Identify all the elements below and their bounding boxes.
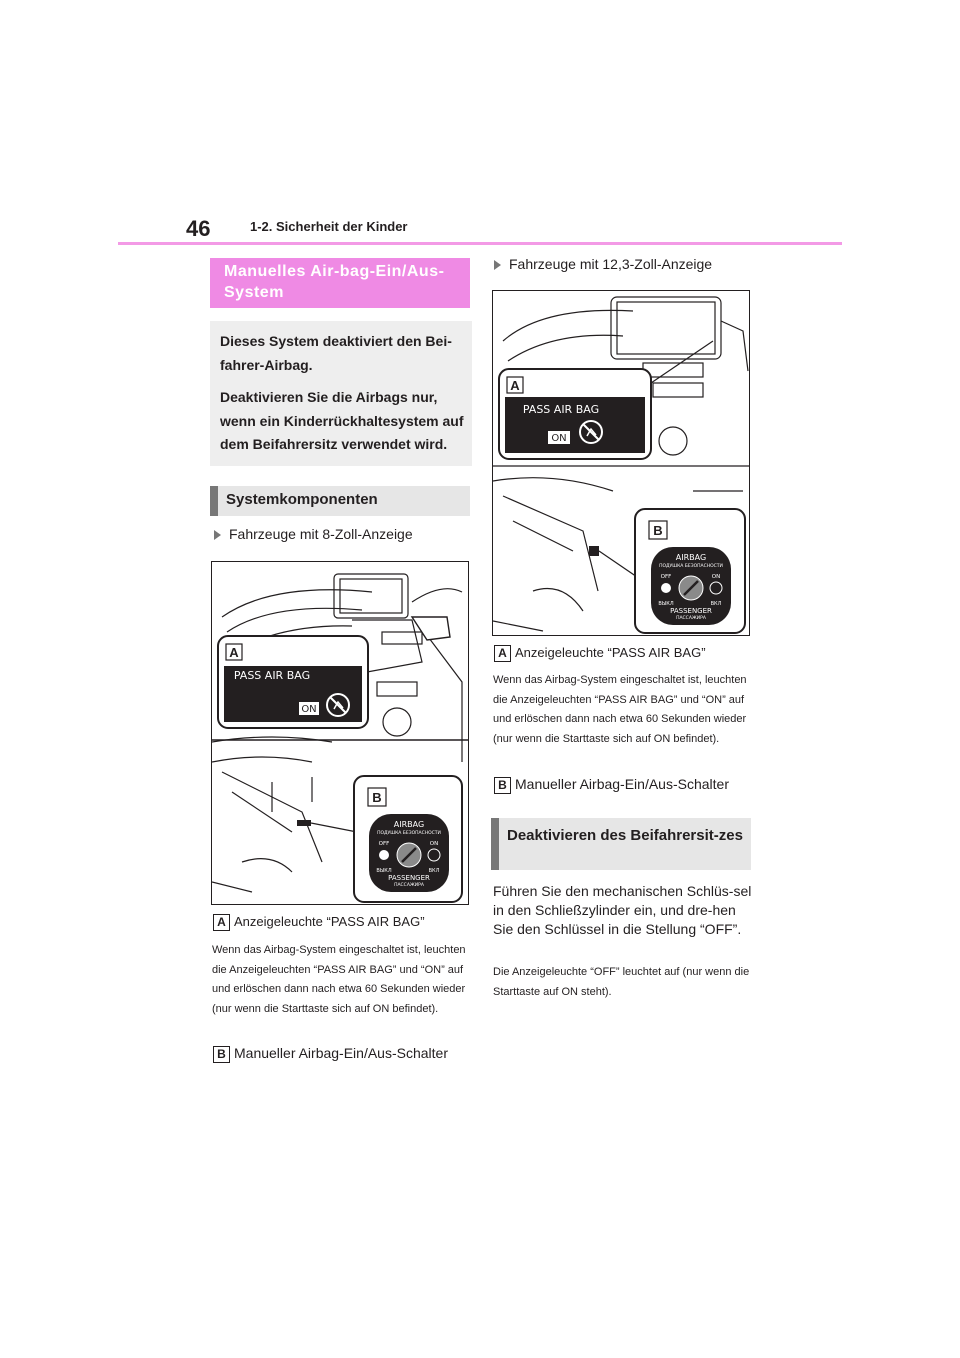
caption-b-left <box>213 1045 448 1063</box>
switch-airbag-label: AIRBAG <box>393 820 425 829</box>
dashboard-illustration <box>212 562 469 905</box>
heading-deactivate-passenger-text: Deaktivieren des Beifahrersit-zes <box>507 827 743 844</box>
switch-on-ru-label: ВКЛ <box>428 868 440 874</box>
triangle-bullet-icon <box>214 530 221 540</box>
switch-off-label: OFF <box>660 574 672 580</box>
switch-passenger-ru-label: ПАССАЖИРА <box>394 883 424 888</box>
caption-a-left-text: Anzeigeleuchte “PASS AIR BAG” <box>234 914 425 929</box>
caption-a-left <box>213 914 425 931</box>
switch-passenger-label: PASSENGER <box>388 874 430 882</box>
caption-a-right-text: Anzeigeleuchte “PASS AIR BAG” <box>515 645 706 660</box>
heading-system-components <box>210 486 470 516</box>
pass-air-bag-label: PASS AIR BAG <box>522 403 600 416</box>
child-seat-icon <box>379 850 389 860</box>
intro-box <box>210 321 472 466</box>
figure-8-inch-display <box>211 561 469 905</box>
caption-a-right <box>494 645 706 662</box>
label-b-icon: B <box>213 1046 230 1063</box>
bullet-8-inch <box>214 526 413 542</box>
dashboard-illustration <box>493 291 750 636</box>
bullet-8-inch-text: Fahrzeuge mit 8-Zoll-Anzeige <box>229 526 413 542</box>
on-indicator-text: ON <box>301 704 317 715</box>
note-a-right: Wenn das Airbag-System eingeschaltet ist, leuchten die Anzeigeleuchten “PASS AIR BAG” und “ON” auf und erlöschen dann nach etwa 60 Sekunden wieder (nur wenn die Starttaste sich auf ON befindet). <box>493 674 747 745</box>
note-deactivate: Die Anzeigeleuchte “OFF” leuchtet auf (nur wenn die Starttaste auf ON steht). <box>493 966 750 998</box>
bullet-12-inch <box>494 256 712 272</box>
label-a-icon: A <box>213 914 230 931</box>
label-b-icon: B <box>494 777 511 794</box>
callout-b-letter: B <box>372 790 382 805</box>
manual-airbag-title-box <box>210 258 470 308</box>
body-deactivate: Führen Sie den mechanischen Schlüs-sel in den Schließzylinder ein, und dre-hen Sie den Schlüssel in die Stellung “OFF”. <box>493 883 752 937</box>
manual-airbag-title: Manuelles Air-bag-Ein/Aus-System <box>224 263 445 301</box>
switch-passenger-label: PASSENGER <box>670 607 712 615</box>
triangle-bullet-icon <box>494 260 501 270</box>
intro-paragraph-2: Deaktivieren Sie die Airbags nur, wenn ein Kinderrückhaltesystem auf dem Beifahrersitz verwendet wird. <box>220 389 464 452</box>
callout-a-letter: A <box>510 378 520 393</box>
switch-off-ru-label: ВЫКЛ <box>658 601 674 607</box>
switch-off-ru-label: ВЫКЛ <box>376 868 392 874</box>
switch-passenger-ru-label: ПАССАЖИРА <box>676 616 706 621</box>
caption-b-right <box>494 776 729 794</box>
page-number: 46 <box>186 216 211 241</box>
callout-b-letter: B <box>653 523 663 538</box>
switch-off-label: OFF <box>378 841 390 847</box>
caption-b-right-text: Manueller Airbag-Ein/Aus-Schalter <box>515 776 729 792</box>
switch-on-ru-label: ВКЛ <box>710 601 722 607</box>
caption-b-left-text: Manueller Airbag-Ein/Aus-Schalter <box>234 1045 448 1061</box>
switch-on-label: ON <box>711 574 721 580</box>
label-a-icon: A <box>494 645 511 662</box>
switch-airbag-ru-label: ПОДУШКА БЕЗОПАСНОСТИ <box>377 831 441 836</box>
switch-on-label: ON <box>429 841 439 847</box>
callout-a-letter: A <box>229 645 239 660</box>
child-seat-icon <box>661 583 671 593</box>
heading-deactivate-passenger <box>491 818 751 870</box>
intro-paragraph-1: Dieses System deaktiviert den Bei-fahrer-Airbag. <box>220 333 452 373</box>
note-a-left: Wenn das Airbag-System eingeschaltet ist, leuchten die Anzeigeleuchten “PASS AIR BAG” und “ON” auf und erlöschen dann nach etwa 60 Sekunden wieder (nur wenn die Starttaste sich auf ON befindet). <box>212 944 466 1015</box>
heading-system-components-text: Systemkomponenten <box>226 491 378 508</box>
bullet-12-inch-text: Fahrzeuge mit 12,3-Zoll-Anzeige <box>509 256 713 272</box>
pass-air-bag-label: PASS AIR BAG <box>233 669 311 682</box>
section-title: 1-2. Sicherheit der Kinder <box>250 219 408 234</box>
on-indicator-text: ON <box>551 433 567 444</box>
switch-airbag-label: AIRBAG <box>675 553 707 562</box>
header-rule <box>118 242 842 245</box>
switch-airbag-ru-label: ПОДУШКА БЕЗОПАСНОСТИ <box>659 564 723 569</box>
figure-12-inch-display <box>492 290 750 636</box>
